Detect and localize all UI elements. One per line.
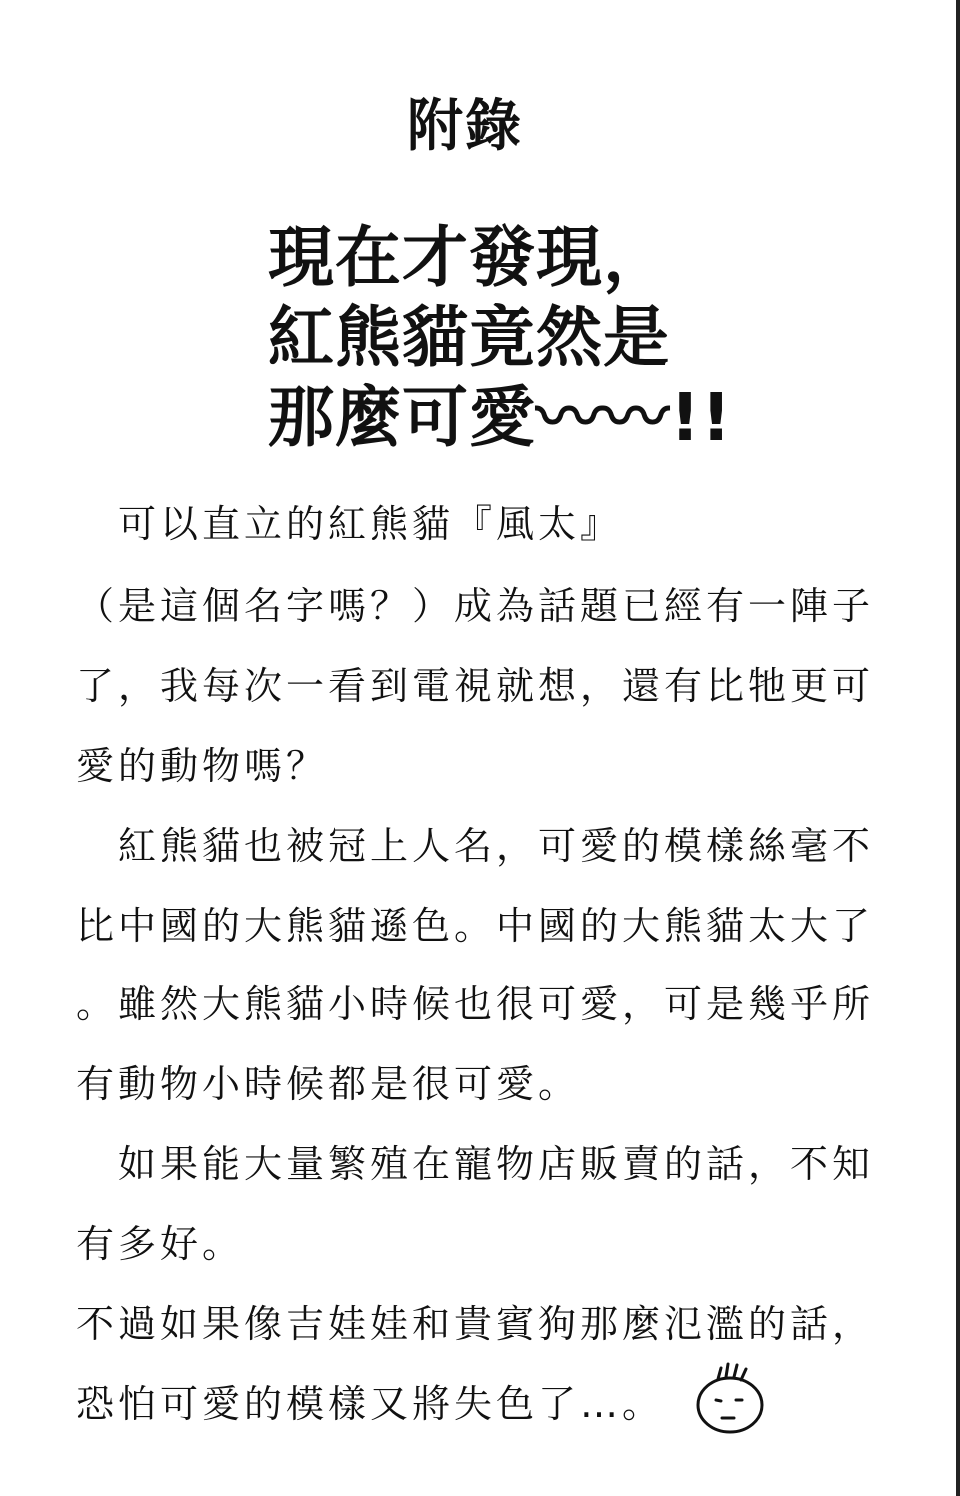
page-edge-line <box>956 0 960 1496</box>
text-line: 。雖然大熊貓小時候也很可愛，可是幾乎所 <box>76 982 875 1026</box>
headline-line: 那麼可愛〰〰!! <box>268 379 733 456</box>
text-line: 恐怕可愛的模樣又將失色了…。 <box>76 1382 665 1426</box>
text-line: 紅熊貓也被冠上人名，可愛的模樣絲毫不 <box>118 824 875 868</box>
text-line: 比中國的大熊貓遜色。中國的大熊貓太大了 <box>76 904 875 948</box>
text-line: 不過如果像吉娃娃和貴賓狗那麼氾濫的話， <box>76 1302 875 1346</box>
text-line: 愛的動物嗎？ <box>76 744 329 788</box>
doodle-face-icon <box>688 1360 772 1438</box>
text-line: 了，我每次一看到電視就想，還有比牠更可 <box>76 664 875 708</box>
headline-line: 紅熊貓竟然是 <box>268 299 670 376</box>
text-line: 可以直立的紅熊貓『風太』 <box>118 502 623 546</box>
text-line: 如果能大量繁殖在寵物店販賣的話，不知 <box>118 1142 875 1186</box>
appendix-title: 附錄 <box>407 94 523 159</box>
text-line: 有動物小時候都是很可愛。 <box>76 1062 581 1106</box>
headline <box>268 218 928 458</box>
headline-line: 現在才發現， <box>268 219 670 296</box>
text-line: 有多好。 <box>76 1222 245 1266</box>
text-line: （是這個名字嗎？）成為話題已經有一陣子 <box>76 584 875 628</box>
